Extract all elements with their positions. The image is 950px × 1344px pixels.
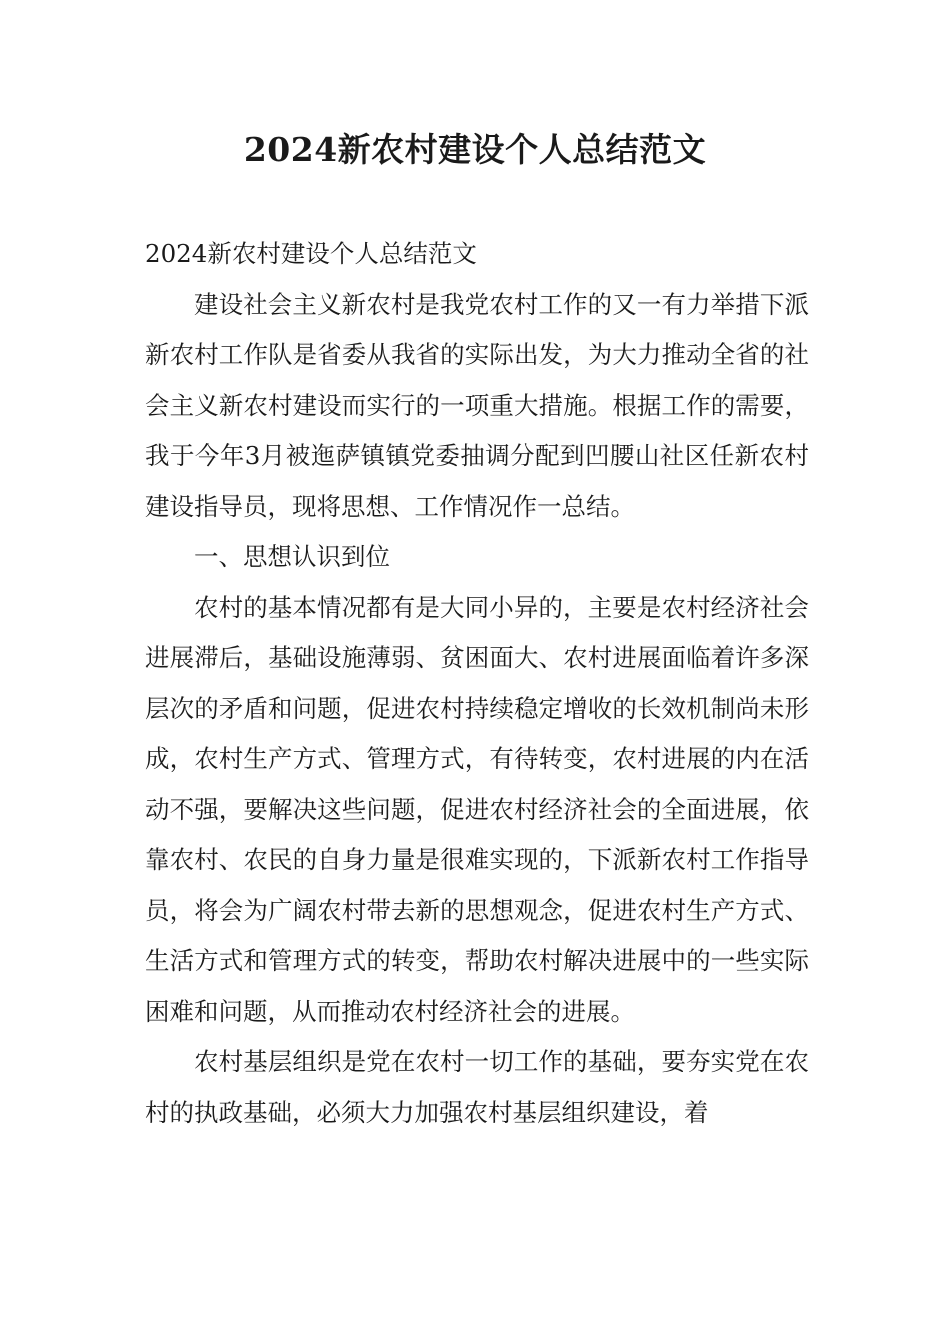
document-title: 2024新农村建设个人总结范文 <box>243 130 707 169</box>
paragraph-grassroots-organization: 农村基层组织是党在农村一切工作的基础，要夯实党在农村的执政基础，必须大力加强农村基层组织建设，着 <box>145 1047 809 1127</box>
paragraph-rural-situation: 农村的基本情况都有是大同小异的，主要是农村经济社会进展滞后，基础设施薄弱、贫困面大、农村进展面临着许多深层次的矛盾和问题，促进农村持续稳定增收的长效机制尚未形成，农村生产方式、管理方式，有待转变，农村进展的内在活动不强，要解决这些问题，促进农村经济社会的全面进展，依靠农村、农民的自身力量是很难实现的，下派新农村工作指导员，将会为广阔农村带去新的思想观念，促进农村生产方式、生活方式和管理方式的转变，帮助农村解决进展中的一些实际困难和问题，从而推动农村经济社会的进展。 <box>145 592 809 1026</box>
section-heading: 一、思想认识到位 <box>194 542 390 571</box>
document-body <box>145 229 809 1138</box>
paragraph-intro: 建设社会主义新农村是我党农村工作的又一有力举措下派新农村工作队是省委从我省的实际出发，为大力推动全省的社会主义新农村建设而实行的一项重大措施。根据工作的需要，我于今年3月被迤萨镇镇党委抽调分配到凹腰山社区任新农村建设指导员，现将思想、工作情况作一总结。 <box>145 289 809 521</box>
document-subtitle: 2024新农村建设个人总结范文 <box>145 239 477 268</box>
